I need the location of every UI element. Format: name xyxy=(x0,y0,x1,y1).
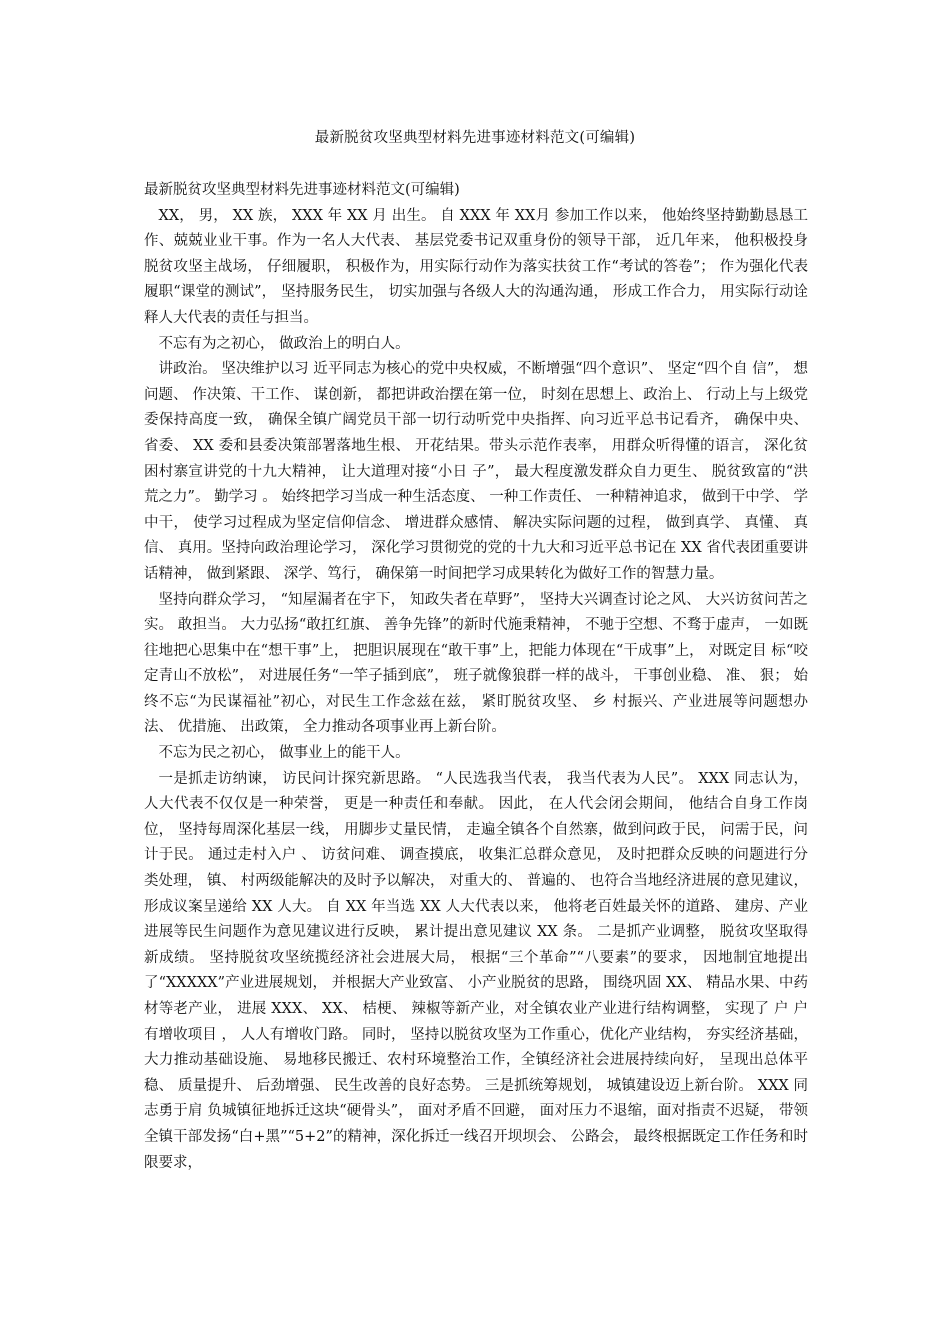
document-body xyxy=(144,178,808,1176)
document-title: 最新脱贫攻坚典型材料先进事迹材料范文(可编辑) xyxy=(314,130,636,146)
paragraph-visits-industry: 一是抓走访纳谏， 访民问计探究新思路。 “人民选我当代表， 我当代表为人民”。 XXX 同志认为， 人大代表不仅仅是一种荣誉， 更是一种责任和奉献。 因此， 在人代会闭会期间， 他结合自身工作岗位， 坚持每周深化基层一线， 用脚步丈量民情， 走遍全镇各个自然寨，做到问政于民， 问需于民，问计于民。 通过走村入户 、 访贫问难、 调查摸底， 收集汇总群众意见， 及时把群众反映的问题进行分类处理， 镇、 村两级能解决的及时予以解决， 对重大的、 普遍的、 也符合当地经济进展的意见建议， 形成议案呈递给 XX 人大。 自 XX 年当选 XX 人大代表以来， 他将老百姓最关怀的道路、 建房、产业进展等民生问题作为意见建议进行反映， 累计提出意见建议 XX 条。 二是抓产业调整， 脱贫攻坚取得新成绩。 坚持脱贫攻坚统揽经济社会进展大局， 根据“三个革命”“八要素”的要求， 因地制宜地提出了“XXXXX”产业进展规划， 并根据大产业致富、 小产业脱贫的思路， 围绕巩固 XX、 精品水果、中药材等老产业， 进展 XXX、 XX、 桔梗、 辣椒等新产业，对全镇农业产业进行结构调整， 实现了 户 户 有增收项目 ， 人人有增收门路。 同时， 坚持以脱贫攻坚为工作重心，优化产业结构， 夯实经济基础， 大力推动基础设施、 易地移民搬迁、农村环境整治工作，全镇经济社会进展持续向好， 呈现出总体平稳、 质量提升、 后劲增强、 民生改善的良好态势。 三是抓统筹规划， 城镇建设迈上新台阶。 XXX 同志勇于肩 负城镇征地拆迁这块“硬骨头”， 面对矛盾不回避， 面对压力不退缩，面对指责不迟疑， 带领全镇干部发扬“白+黑”“5+2”的精神，深化拆迁一线召开坝坝会、 公路会， 最终根据既定工作任务和时限要求， xyxy=(144,770,808,1171)
section-heading-political: 不忘有为之初心， 做政治上的明白人。 xyxy=(158,335,410,352)
paragraph-politics: 讲政治。 坚决维护以习 近平同志为核心的党中央权威，不断增强“四个意识”、 坚定“四个自 信”， 想问题、 作决策、干工作、 谋创新， 都把讲政治摆在第一位， 时刻在思想上、政治上、 行动上与上级党委保持高度一致， 确保全镇广阔党员干部一切行动听党中央指挥、向习近平总书记看齐， 确保中央、 省委、 XX 委和县委决策部署落地生根、 开花结果。带头示范作表率， 用群众听得懂的语言， 深化贫困村寨宣讲党的十九大精神， 让大道理对接“小日 子”， 最大程度激发群众自力更生、 脱贫致富的“洪荒之力”。 勤学习 。 始终把学习当成一种生活态度、 一种工作责任、 一种精神追求， 做到干中学、 学中干， 使学习过程成为坚定信仰信念、 增进群众感情、 解决实际问题的过程， 做到真学、 真懂、 真信、 真用。坚持向政治理论学习， 深化学习贯彻党的党的十九大和习近平总书记在 XX 省代表团重要讲话精神， 做到紧跟、 深学、笃行， 确保第一时间把学习成果转化为做好工作的智慧力量。 xyxy=(144,361,808,582)
section-heading-career: 不忘为民之初心， 做事业上的能干人。 xyxy=(158,745,410,762)
paragraph-learn-from-masses: 坚持向群众学习， “知屋漏者在宇下， 知政失者在草野”， 坚持大兴调查讨论之风、 大兴访贫问苦之实。 敢担当。 大力弘扬“敢扛红旗、 善争先锋”的新时代施秉精神， 不驰于空想、不骛于虚声， 一如既往地把心思集中在“想干事”上， 把胆识展现在“敢干事”上，把能力体现在“干成事”上， 对既定目 标“咬定青山不放松”， 对进展任务“一竿子插到底”， 班子就像狼群一样的战斗， 干事创业稳、 准、 狠； 始终不忘“为民谋福祉”初心，对民生工作念兹在兹， 紧盯脱贫攻坚、 乡 村振兴、产业进展等问题想办法、 优措施、 出政策， 全力推动各项事业再上新台阶。 xyxy=(144,591,808,736)
paragraph-intro: XX， 男， XX 族， XXX 年 XX 月 出生。 自 XXX 年 XX月 参加工作以来， 他始终坚持勤勤恳恳工作、兢兢业业干事。作为一名人大代表、 基层党委书记双重身份的领导干部， 近几年来， 他积极投身脱贫攻坚主战场， 仔细履职， 积极作为，用实际行动作为落实扶贫工作“考试的答卷”； 作为强化代表履职“课堂的测试”， 坚持服务民生， 切实加强与各级人大的沟通沟通， 形成工作合力， 用实际行动诠释人大代表的责任与担当。 xyxy=(144,207,808,326)
document-subtitle: 最新脱贫攻坚典型材料先进事迹材料范文(可编辑) xyxy=(144,182,460,198)
